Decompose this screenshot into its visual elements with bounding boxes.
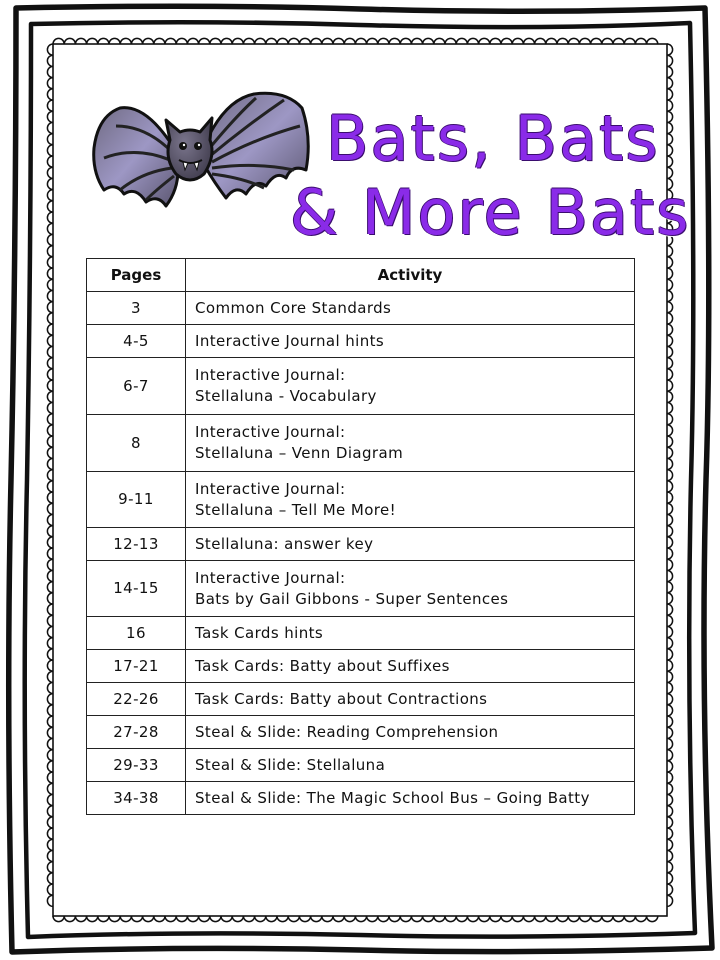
table-row: [87, 292, 635, 325]
table-row: [87, 749, 635, 782]
activity-text: Steal & Slide: Reading Comprehension: [195, 722, 499, 741]
page-range-cell: 34-38: [87, 782, 186, 815]
activity-text: Stellaluna - Vocabulary: [195, 387, 377, 405]
contents-table: [86, 258, 635, 815]
table-row: [87, 683, 635, 716]
activity-text: Task Cards hints: [195, 623, 324, 642]
page-range-cell: 4-5: [87, 325, 186, 358]
bat-icon: [86, 86, 314, 236]
activity-text: Interactive Journal:: [195, 423, 346, 441]
page-range-cell: 9-11: [87, 472, 186, 528]
activity-text: Interactive Journal:: [195, 568, 346, 587]
page-range-cell: 12-13: [87, 528, 186, 561]
activity-text: Interactive Journal:: [195, 479, 346, 498]
activity-text: Stellaluna – Venn Diagram: [195, 444, 404, 462]
activity-text: Stellaluna: answer key: [195, 534, 374, 553]
table-row: [87, 358, 635, 415]
activity-cell: [186, 716, 635, 749]
page-range-cell: 29-33: [87, 749, 186, 782]
page-range-cell: 22-26: [87, 683, 186, 716]
activity-cell: [186, 472, 635, 528]
activity-cell: [186, 749, 635, 782]
title-line-2: & More Bats: [290, 176, 691, 249]
page-range-cell: 14-15: [87, 561, 186, 617]
activity-cell: [186, 561, 635, 617]
activity-text: Task Cards: Batty about Contractions: [195, 689, 488, 708]
activity-cell: [186, 292, 635, 325]
activity-cell: [186, 617, 635, 650]
table-header-row: [87, 259, 635, 292]
activity-cell: [186, 415, 635, 472]
page-range-cell: 16: [87, 617, 186, 650]
table-row: [87, 325, 635, 358]
contents-rows: [87, 292, 635, 815]
table-row: [87, 561, 635, 617]
activity-text: Interactive Journal hints: [195, 331, 385, 350]
title-line-1: Bats, Bats: [326, 102, 660, 175]
table-row: [87, 617, 635, 650]
activity-cell: [186, 683, 635, 716]
table-row: [87, 650, 635, 683]
page-range-cell: 6-7: [87, 358, 186, 415]
page-range-cell: 17-21: [87, 650, 186, 683]
table-row: [87, 716, 635, 749]
table-row: [87, 472, 635, 528]
activity-cell: [186, 325, 635, 358]
activity-text: Steal & Slide: Stellaluna: [195, 755, 386, 774]
page-range-cell: 27-28: [87, 716, 186, 749]
page-range-cell: 3: [87, 292, 186, 325]
activity-header: Activity: [186, 259, 635, 292]
activity-cell: [186, 528, 635, 561]
table-row: [87, 782, 635, 815]
activity-text: Common Core Standards: [195, 298, 392, 317]
activity-cell: [186, 650, 635, 683]
activity-cell: [186, 782, 635, 815]
table-row: [87, 528, 635, 561]
activity-text: Steal & Slide: The Magic School Bus – Going Batty: [195, 788, 590, 807]
activity-text: Stellaluna – Tell Me More!: [195, 500, 397, 519]
pages-header: Pages: [87, 259, 186, 292]
activity-cell: [186, 358, 635, 415]
table-row: [87, 415, 635, 472]
page-range-cell: 8: [87, 415, 186, 472]
activity-text: Bats by Gail Gibbons - Super Sentences: [195, 589, 509, 608]
activity-text: Interactive Journal:: [195, 366, 346, 384]
activity-text: Task Cards: Batty about Suffixes: [195, 656, 450, 675]
